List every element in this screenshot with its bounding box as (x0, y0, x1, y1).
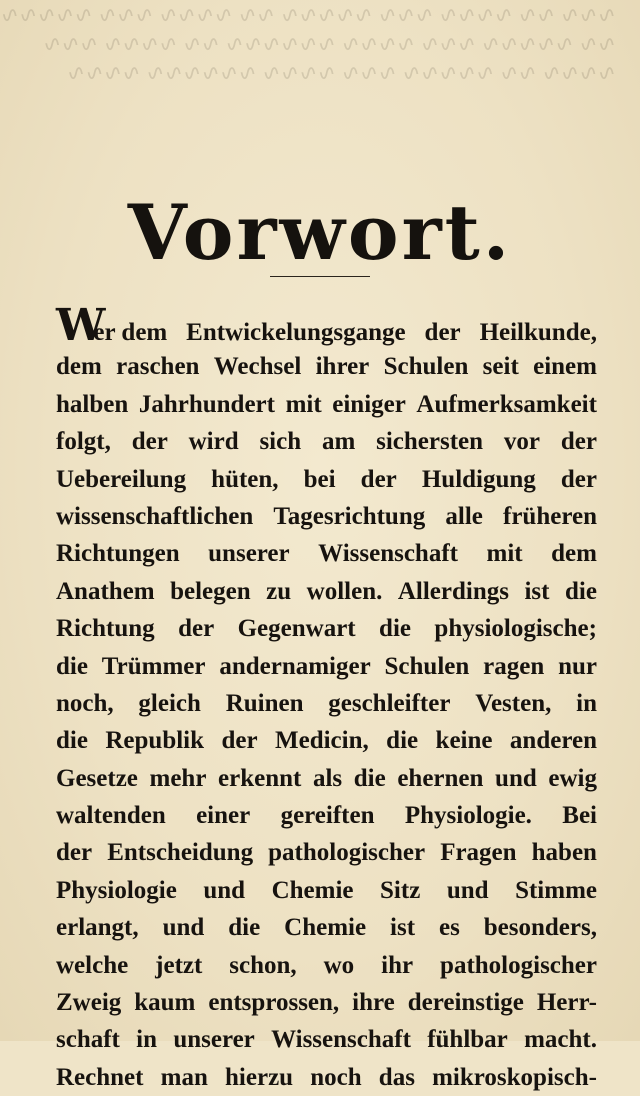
word: Allerdings (397, 577, 509, 605)
word: raschen (116, 353, 200, 381)
word: Entwickelungsgange (186, 319, 406, 346)
word: als (312, 764, 343, 792)
word: Schulen (384, 652, 470, 680)
word: Uebereilung (56, 465, 187, 493)
word: belegen (170, 577, 251, 605)
paragraph-text (56, 300, 597, 1096)
word: erlangt, (56, 914, 139, 942)
word: Bei (562, 802, 597, 830)
word: Schulen (383, 353, 469, 381)
word: schon, (229, 951, 297, 979)
word: früheren (503, 502, 597, 530)
word: kaum (134, 989, 196, 1017)
word: welche (56, 951, 129, 979)
word: Wechsel (213, 353, 302, 381)
word: waltenden (56, 802, 166, 830)
word: ehernen (397, 764, 484, 792)
word: Anathem (56, 577, 155, 605)
word: zu (266, 577, 292, 605)
word: nur (558, 652, 597, 680)
word: dem (551, 540, 597, 568)
first-word (56, 300, 168, 351)
word: andernamiger (219, 652, 371, 680)
word: ewig (548, 764, 597, 792)
word: Huldigung (421, 465, 536, 493)
word: und (495, 764, 537, 792)
word: einer (196, 802, 251, 830)
word: die (228, 914, 261, 942)
word: ist (524, 577, 550, 605)
text-line (56, 909, 597, 946)
bleed-through-text: ∿∿∿ ∿∿ ∿∿∿∿ ∿∿∿ ∿∿∿∿∿ ∿∿ ∿∿∿∿ ∿∿∿ ∿∿∿∿∿ ∿∿ ∿∿∿∿∿ ∿∿∿ ∿∿∿∿ ∿∿∿∿∿∿ ∿∿ ∿∿∿∿ ∿∿∿ ∿∿∿∿ ∿∿ ∿∿∿∿∿ ∿∿∿ ∿∿∿∿ ∿∿∿∿∿∿ ∿∿∿∿ (0, 2, 616, 85)
word: alle (445, 502, 483, 530)
word: Chemie (271, 876, 354, 904)
page-title: Vorwort. (127, 188, 513, 277)
word: die (56, 727, 88, 755)
text-line (56, 348, 597, 385)
text-line (56, 760, 597, 797)
word: das (378, 1063, 415, 1091)
word: vor (503, 428, 540, 456)
word: pathologischer (268, 839, 426, 867)
word: der (56, 839, 93, 867)
word: Trümmer (101, 652, 206, 680)
text-line (56, 535, 597, 572)
word: sichersten (376, 428, 484, 456)
word: er dem (93, 319, 168, 346)
word: ihrer (315, 353, 370, 381)
word: macht. (524, 1026, 597, 1054)
word: am (321, 428, 356, 456)
word: der (178, 615, 215, 643)
word: mit (486, 540, 523, 568)
word: haben (531, 839, 597, 867)
word: es (438, 914, 460, 942)
word: halben (56, 390, 129, 418)
word: mit (285, 390, 322, 418)
text-line (56, 423, 597, 460)
word: gereiften (280, 802, 375, 830)
word: Gegenwart (237, 615, 356, 643)
word: Richtung (56, 615, 155, 643)
word: die (56, 652, 88, 680)
word: ihr (381, 951, 414, 979)
word: ragen (483, 652, 545, 680)
word: Gesetze (56, 764, 138, 792)
word: gleich (138, 689, 201, 717)
word: Ruinen (225, 689, 304, 717)
word: schaft (56, 1026, 120, 1054)
word: besonders, (483, 914, 597, 942)
word: die (564, 577, 597, 605)
word: Entscheidung (107, 839, 254, 867)
word: Physiologie (56, 876, 177, 904)
word: jetzt (155, 951, 203, 979)
word: der (560, 428, 597, 456)
word: einiger (332, 390, 406, 418)
word: entsprossen, (208, 989, 340, 1017)
word: man (160, 1063, 208, 1091)
word: unserer (208, 540, 290, 568)
text-line (56, 834, 597, 871)
word: Aufmerksamkeit (416, 390, 597, 418)
word: die (379, 615, 411, 643)
word: Jahrhundert (138, 390, 275, 418)
text-line (56, 947, 597, 984)
word: seit (482, 353, 519, 381)
word: Vesten, (475, 689, 552, 717)
text-line (56, 573, 597, 610)
word: sich (259, 428, 302, 456)
word: einem (533, 353, 597, 381)
word: keine (435, 727, 493, 755)
text-line (56, 984, 597, 1021)
word: dem (56, 353, 102, 381)
word: mehr (149, 764, 207, 792)
word: Medicin, (275, 727, 369, 755)
word: Republik (105, 727, 205, 755)
word: der (424, 319, 461, 346)
word: der (221, 727, 258, 755)
word: Wissenschaft (271, 1026, 411, 1054)
text-line (56, 300, 597, 351)
word: ist (390, 914, 416, 942)
word: Chemie (284, 914, 367, 942)
word: erkennt (218, 764, 302, 792)
text-line (56, 1059, 597, 1096)
text-line (56, 648, 597, 685)
word: bei (303, 465, 336, 493)
text-line (56, 1021, 597, 1058)
text-line (56, 722, 597, 759)
word: die (386, 727, 419, 755)
word: der (360, 465, 397, 493)
word: Rechnet (56, 1063, 144, 1091)
text-line (56, 498, 597, 535)
initial-letter: W (56, 300, 104, 351)
word: hüten, (211, 465, 279, 493)
word: Wissenschaft (318, 540, 458, 568)
word: unserer (173, 1026, 255, 1054)
title-divider (270, 276, 370, 277)
text-line (56, 386, 597, 423)
word: Tagesrichtung (273, 502, 426, 530)
word: die (353, 764, 386, 792)
word: anderen (509, 727, 597, 755)
text-line (56, 461, 597, 498)
word: und (203, 876, 246, 904)
word: dereinstige (407, 989, 524, 1017)
word: hierzu (225, 1063, 294, 1091)
word: folgt, (56, 428, 111, 456)
word: noch, (56, 689, 114, 717)
word: Physiologie. (404, 802, 532, 830)
word: der (131, 428, 168, 456)
word: und (446, 876, 489, 904)
word: wollen. (306, 577, 383, 605)
word: wird (188, 428, 239, 456)
word: Herr- (536, 989, 597, 1017)
word: ihre (352, 989, 395, 1017)
word: Zweig (56, 989, 122, 1017)
word: physiologische; (434, 615, 597, 643)
word: Fragen (440, 839, 517, 867)
word: und (162, 914, 205, 942)
word: Stimme (515, 876, 597, 904)
word: Heilkunde, (479, 319, 597, 346)
word: Sitz (380, 876, 421, 904)
word: Richtungen (56, 540, 180, 568)
text-line (56, 610, 597, 647)
word: wo (323, 951, 355, 979)
word: mikroskopisch- (432, 1063, 597, 1091)
word: noch (310, 1063, 362, 1091)
word: geschleifter (328, 689, 451, 717)
word: fühlbar (427, 1026, 508, 1054)
text-line (56, 797, 597, 834)
word: wissenschaftlichen (56, 502, 254, 530)
text-line (56, 685, 597, 722)
text-line (56, 872, 597, 909)
word: in (136, 1026, 158, 1054)
word: der (560, 465, 597, 493)
word: in (576, 689, 597, 717)
word: pathologischer (440, 951, 597, 979)
